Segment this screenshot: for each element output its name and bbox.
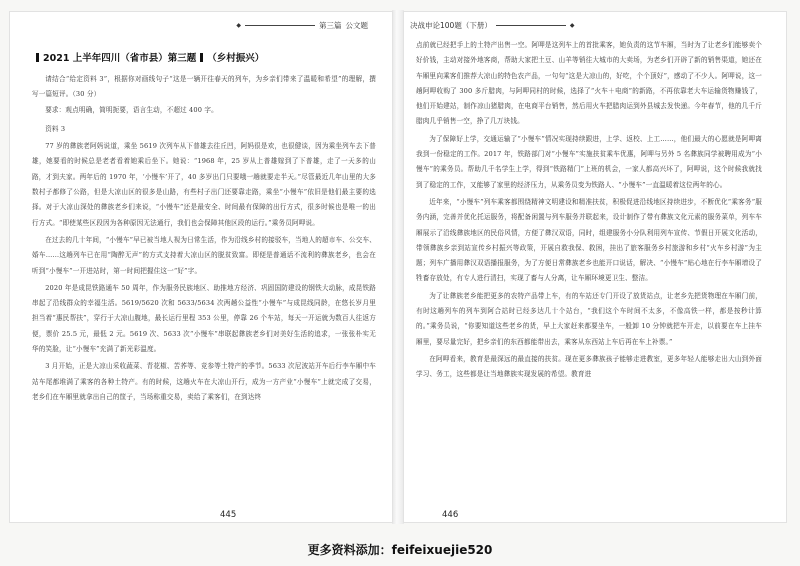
diamond-icon: ◆ xyxy=(569,22,575,29)
header-subject: 公文题 xyxy=(345,21,368,30)
paragraph: 2020 年是成昆铁路通车 50 周年，作为服务民族地区、助推地方经济、巩固国防建设的钢铁大动脉，成昆铁路串起了沿线群众的幸福生活。5619/5620 次和 5633/5634 次两趟公益性“小慢车”与成昆线同龄，在悠长岁月里担当着“惠民帮扶”，穿行于大凉山腹地，最长运行里程 353 公里，停靠 26 个车站，每天一开运就为数百人往返方便，票价 25.5 元，最低 2 元。5619 次、5633 次“小慢车”串联起彝族老乡们对美好生活的追求，一张张朴实无华的笑脸，让“小慢车”充满了新光彩温度。 xyxy=(32,283,376,354)
question-title xyxy=(32,50,376,64)
header-book-title: 决战申论100题（下册） xyxy=(410,21,492,30)
paragraph: 在阿呷看来，教育是最深远的最直接的扶贫。现在更多彝族孩子能够走进教室，更多年轻人能够走出大山到外面学习、务工，这些都是让当地彝族实现发展的希望。教育进 xyxy=(416,354,762,379)
paragraph: 在过去的几十年间，“小慢车”早已被当地人视为日常生活，作为沿线乡村的接驳车，当地人的超市车、公交车、婚车……这趟列车已在用“陶醉无声”的方式支持着大凉山区的脱贫致富。即便是普通话不流利的彝族老乡，也会在听到“小慢车”一开进站时，第一时间把握住这一“好”字。 xyxy=(32,235,376,275)
paragraph: 为了让彝族老乡能把更多的农特产品带上车，有的车站还专门开设了放货站点，让老乡先把货物理在车厢门前，有时这趟列车的列车到阿合站时已经多达几十个站台，“我们这个车时间不太多，不像高铁一样，都是按秒计算的。”乘务员说，“你要知道这些老乡的货，早上大家赶来都要坐车，一般卸 10 分钟就把车开走，以前要在车上挂车厢里，要尽量完好，把乡亲们的东西都能带出去，乘客从东西站上车后再在车上补票。” xyxy=(416,291,762,346)
paragraph: 点前就已经把手上的土特产出售一空。阿呷是这列车上的首批乘客，她负责的这节车厢，当时为了让老乡们能够卖个好价钱，主动对接外地客商，帮助大家把土豆、山羊等销往大城市的大卖场，为老乡们开辟了新的销售渠道，她还在车厢里向乘客们推荐大凉山的特色农产品，一句句“这是大凉山的，好吃，个个顶好”，感动了不少人。阿呷说，这一趟阿呷收购了 300 多斤腊肉，与阿呷同村的时候，选择了“火车＋电商”的新路，不再依靠老大车运输货物赚钱了，他们开始建站，制作凉山猪腊肉，在电商平台销售，然后用火车把腊肉运到外县城去发快递。今年春节，他的几千斤腊肉几乎销售一空，挣了几万块钱。 xyxy=(416,41,762,126)
question-title-text: 2021 上半年四川（省市县）第三题 xyxy=(43,53,197,64)
paragraph: 77 岁的彝族老阿妈说道，乘坐 5619 次列车从下普雄去往丘凹，阿妈很是欢，也很健谈，因为乘坐列车去下普雄，她要看的时候总是老者看着她乘后坐下。她说：“1968 年，25 岁从上普雄嫁到了下普雄，走了一天多的山路，才到夫家。两年后的 1970 年，‘小慢车’开了，40 多岁出门只要哦一趟就要走半天。”尽管最近几年山里的大多数村子都修了公路，但是大凉山区的很多是山路，有些村子出门还要靠走路，乘坐“小慢车”依旧是他们最主要的选择。对于大凉山深处的彝族老乡们来说，“小慢车”还是最安全、时间最有保障的出行方式，很多时候也是唯一的出行方式。“即使某些区段因为各种原因无法通行，我们也会保障其他区段的运行。”乘务员阿呷说。 xyxy=(32,142,376,227)
paragraph: 为了保障好上学，交通运输了“小慢车”情况实现持续跟进，上学、返校、上工……，他们最大的心愿就是阿呷离我到一份稳定的工作。2017 年，铁路部门对“小慢车”实施扶贫乘车优惠，阿呷与另外 5 名彝族同学被聘用成为“小慢车”的乘务员。帮助几千名学生上学，得到“铁路精门”上班的机会，一家人都高兴坏了，阿呷说，这个时候我就找到了稳定的工作，又能够了家里的经济压力，从乘务员变为铁路人、“小慢车”一直温暖着这位两年的心。 xyxy=(416,134,762,189)
question-tag: （乡村振兴） xyxy=(207,53,265,64)
instructions: 请结合“给定资料 3”，根据你对画线句子“这是一辆开往春天的列车，为乡亲们带来了温暖和希望”的理解，撰写一篇短评。（30 分） xyxy=(32,75,376,99)
paragraph: 近年来，“小慢车”列车乘客都围绕精神文明建设和精准扶贫，积极促进沿线地区持续进步，不断优化“乘客务”服务内涵，完善并优化托运服务，将配备闲置与列车服务并联起来，设计制作了带有彝族文化元素的服务菜单，列车车厢展示了沿线彝族地区的民俗风情，方便了彝汉双语，同时，组建服务小分队利用列车宣传、节假日开展文化活动，带领彝族乡亲到站宣传乡村振兴等政策，开展自救我保、救困，挂出了旅客服务乡村旅游和乡村“火车乡村游”为主题；列车广播用彝汉双语播报服务，为了方便日常彝族老乡也能开口说话，解决、“小慢车”贴心地在行李车厢增设了牲畜存放处，有专人进行清扫，实现了畜与人分离，让车厢环境更卫生、整洁。 xyxy=(416,197,762,283)
header-rule xyxy=(496,25,566,26)
right-page xyxy=(404,12,786,522)
page-number: 446 xyxy=(442,510,459,520)
header-section: 第三篇 xyxy=(319,21,342,30)
material-label: 资料 3 xyxy=(45,124,66,133)
left-page xyxy=(10,12,392,522)
diamond-icon: ◆ xyxy=(236,22,241,29)
page-number: 445 xyxy=(220,510,237,520)
title-bar-icon xyxy=(200,53,203,62)
book-gutter xyxy=(392,10,404,524)
left-page-header xyxy=(236,20,368,31)
right-page-body xyxy=(416,38,762,383)
header-rule xyxy=(245,25,315,26)
paragraph: 3 月开始，正是大凉山采收蔬菜、青花椒、苦荞等、竞参等土特产的季节。5633 次尼波站开车后行李车厢中车站车尾都堆满了乘客的各种土特产。有的时候，这趟火车在大凉山开行，成为一方产业“小慢车”上就完成了交易，老乡们在车厢里就拿出自己的筐子，当场称重交易，卖给了乘客们，在到达终 xyxy=(32,362,376,401)
footer-contact: 更多资料添加：feifeixuejie520 xyxy=(307,543,493,557)
left-page-body xyxy=(32,42,376,405)
requirements: 要求：观点明确，简明扼要，语言生动，不超过 400 字。 xyxy=(45,105,218,114)
title-bar-icon xyxy=(36,53,39,62)
right-page-header xyxy=(410,20,574,31)
